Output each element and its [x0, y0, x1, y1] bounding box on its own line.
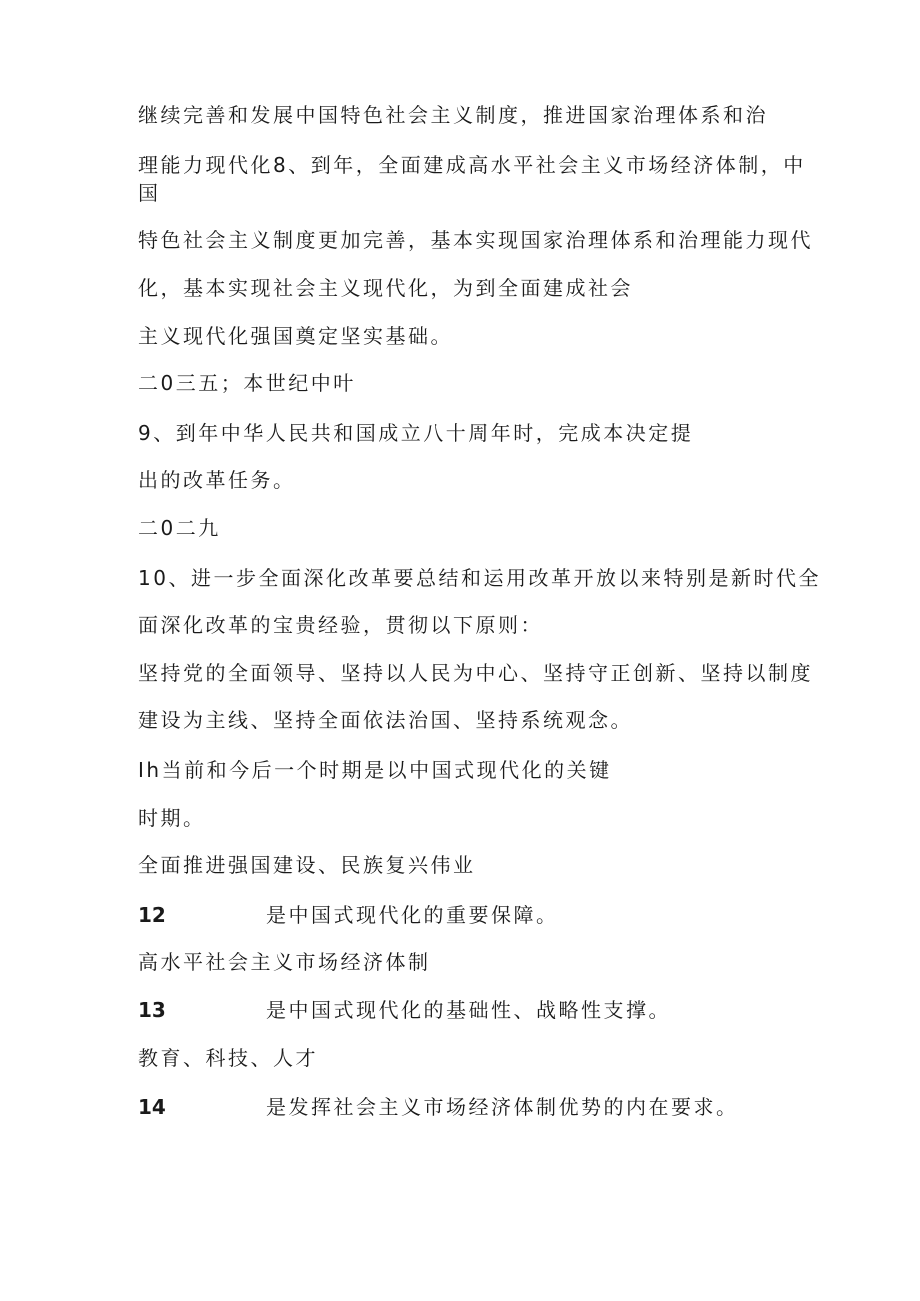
question-number: 14 — [138, 1095, 166, 1119]
text-line: 时期。 — [138, 806, 206, 830]
answer-line: 高水平社会主义市场经济体制 — [138, 950, 431, 974]
question-text: 是发挥社会主义市场经济体制优势的内在要求。 — [266, 1095, 739, 1119]
answer-line: 二0三五；本世纪中叶 — [138, 371, 356, 395]
text-line: 继续完善和发展中国特色社会主义制度，推进国家治理体系和治 — [138, 103, 768, 127]
question-number: 12 — [138, 903, 166, 927]
question-13 — [138, 997, 671, 1023]
answer-line: 坚持党的全面领导、坚持以人民为中心、坚持守正创新、坚持以制度 — [138, 661, 813, 685]
text-line: 主义现代化强国奠定坚实基础。 — [138, 324, 453, 348]
question-line: Ih当前和今后一个时期是以中国式现代化的关键 — [138, 758, 612, 782]
question-text: 是中国式现代化的基础性、战略性支撑。 — [266, 998, 671, 1022]
question-line: 9、到年中华人民共和国成立八十周年时，完成本决定提 — [138, 421, 694, 445]
text-line: 化，基本实现社会主义现代化，为到全面建成社会 — [138, 276, 633, 300]
answer-line: 二0二九 — [138, 516, 221, 540]
question-12 — [138, 902, 559, 928]
text-line: 面深化改革的宝贵经验，贯彻以下原则： — [138, 613, 543, 637]
answer-line: 全面推进强国建设、民族复兴伟业 — [138, 853, 476, 877]
question-text: 是中国式现代化的重要保障。 — [266, 903, 559, 927]
text-line: 出的改革任务。 — [138, 468, 296, 492]
text-line: 国 — [138, 181, 161, 205]
text-line: 理能力现代化8、到年，全面建成高水平社会主义市场经济体制，中 — [138, 153, 806, 177]
text-line: 建设为主线、坚持全面依法治国、坚持系统观念。 — [138, 708, 633, 732]
text-line: 特色社会主义制度更加完善，基本实现国家治理体系和治理能力现代 — [138, 228, 813, 252]
question-14 — [138, 1094, 739, 1120]
question-number: 13 — [138, 998, 166, 1022]
answer-line: 教育、科技、人才 — [138, 1046, 318, 1070]
question-line: 10、进一步全面深化改革要总结和运用改革开放以来特别是新时代全 — [138, 566, 821, 590]
